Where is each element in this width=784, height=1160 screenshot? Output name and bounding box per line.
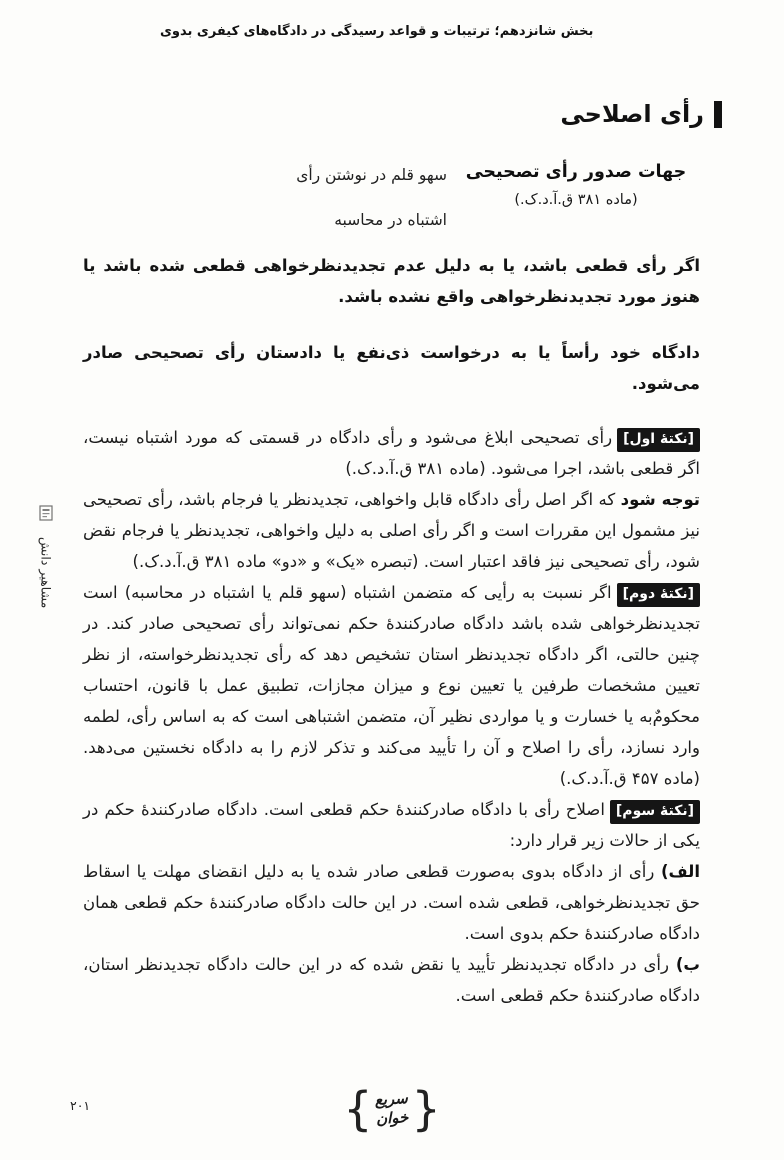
note-third bbox=[83, 794, 700, 856]
concept-heading: جهات صدور رأی تصحیحی bbox=[465, 162, 687, 182]
note-second-text: اگر نسبت به رأیی که متضمن اشتباه (سهو قلم یا اشتباه در محاسبه) است تجدیدنظرخواهی شده باشد دادگاه صادرکنندهٔ حکم نمی‌تواند رأی تصحیحی صادر کند. در چنین حالتی، اگر دادگاه تجدیدنظر استان تشخیص دهد که رأی تجدیدنظرخواسته، از نظر تعیین مشخصات طرفین یا تعیین نوع و میزان مجازات، تطبیق عمل با قانون، احتساب محکومٌ‌به یا خسارت و یا مواردی نظیر آن، متضمن اشتباهی است که به اساس رأی، لطمه وارد نسازد، رأی را اصلاح و آن را تأیید می‌کند و تذکر لازم را به دادگاه نخستین می‌دهد. (ماده ۴۵۷ ق.آ.د.ک.) bbox=[83, 583, 700, 788]
intro-paragraph-1: اگر رأی قطعی باشد، یا به دلیل عدم تجدیدنظرخواهی قطعی شده باشد یا هنوز مورد تجدیدنظرخواهی واقع نشده باشد. bbox=[83, 256, 700, 306]
note-first bbox=[83, 422, 700, 484]
concept-causes-list bbox=[296, 166, 447, 256]
cause-item: اشتباه در محاسبه bbox=[334, 211, 447, 229]
title-marker-bar bbox=[714, 101, 722, 128]
case-item-be bbox=[83, 949, 700, 1011]
concept-map-heading-block bbox=[452, 162, 700, 208]
attention-paragraph bbox=[83, 484, 700, 577]
note-second bbox=[83, 577, 700, 794]
publisher-sidebar bbox=[34, 505, 58, 608]
cause-item: سهو قلم در نوشتن رأی bbox=[296, 166, 447, 184]
case-item-alef-text: رأی از دادگاه بدوی به‌صورت قطعی صادر شده یا به دلیل انقضای مهلت یا اسقاط حق تجدیدنظرخواهی، قطعی شده است. در این حالت دادگاه صادرکنندهٔ حکم قطعی همان دادگاه صادرکنندهٔ حکم بدوی است. bbox=[83, 862, 700, 943]
note-first-text: رأی تصحیحی ابلاغ می‌شود و رأی دادگاه در قسمتی که مورد اشتباه نیست، اگر قطعی باشد، اجرا می‌شود. (ماده ۳۸۱ ق.آ.د.ک.) bbox=[83, 428, 700, 478]
page-number: ۲۰۱ bbox=[70, 1098, 91, 1113]
note-third-badge: [نکتهٔ سوم] bbox=[610, 800, 700, 824]
note-second-badge: [نکتهٔ دوم] bbox=[617, 583, 700, 607]
chapter-title-row bbox=[560, 100, 722, 128]
case-item-alef bbox=[83, 856, 700, 949]
logo-brace-left: { bbox=[411, 1082, 441, 1136]
footer-brand-logo bbox=[343, 1082, 441, 1136]
logo-brace-right: } bbox=[343, 1082, 373, 1136]
case-item-be-text: رأی در دادگاه تجدیدنظر تأیید یا نقض شده که در این حالت دادگاه تجدیدنظر استان، دادگاه صادرکنندهٔ حکم قطعی است. bbox=[83, 955, 700, 1005]
main-text-column bbox=[83, 250, 700, 1011]
note-first-badge: [نکتهٔ اول] bbox=[617, 428, 700, 452]
logo-word-top: سریع bbox=[374, 1089, 409, 1110]
running-header: بخش شانزدهم؛ ترتیبات و قواعد رسیدگی در دادگاه‌های کیفری بدوی bbox=[160, 24, 594, 39]
logo-word-bottom: خوان bbox=[375, 1108, 410, 1128]
attention-text: که اگر اصل رأی دادگاه قابل واخواهی، تجدیدنظر یا فرجام باشد، رأی تصحیحی نیز مشمول این مقررات است و اگر رأی اصلی به دلیل واخواهی، تجدیدنظر یا فرجام نقض شود، رأی تصحیحی نیز فاقد اعتبار است. (تبصره «یک» و «دو» ماده ۳۸۱ ق.آ.د.ک.) bbox=[83, 490, 700, 571]
page-title: رأی اصلاحی bbox=[560, 100, 704, 128]
case-item-alef-lead: الف) bbox=[660, 862, 701, 881]
attention-lead: توجه شود bbox=[620, 490, 701, 509]
logo-wordmark bbox=[375, 1089, 410, 1128]
case-item-be-lead: ب) bbox=[675, 955, 700, 974]
publisher-stamp-icon bbox=[39, 505, 53, 521]
note-third-text: اصلاح رأی با دادگاه صادرکنندهٔ حکم قطعی است. دادگاه صادرکنندهٔ حکم در یکی از حالات زیر قرار دارد: bbox=[83, 800, 700, 850]
intro-paragraph-2: دادگاه خود رأساً یا به درخواست ذی‌نفع یا دادستان رأی تصحیحی صادر می‌شود. bbox=[83, 343, 700, 393]
article-reference: (ماده ۳۸۱ ق.آ.د.ک.) bbox=[514, 192, 638, 208]
publisher-name-vertical: مشاهیر دانش bbox=[38, 537, 54, 609]
